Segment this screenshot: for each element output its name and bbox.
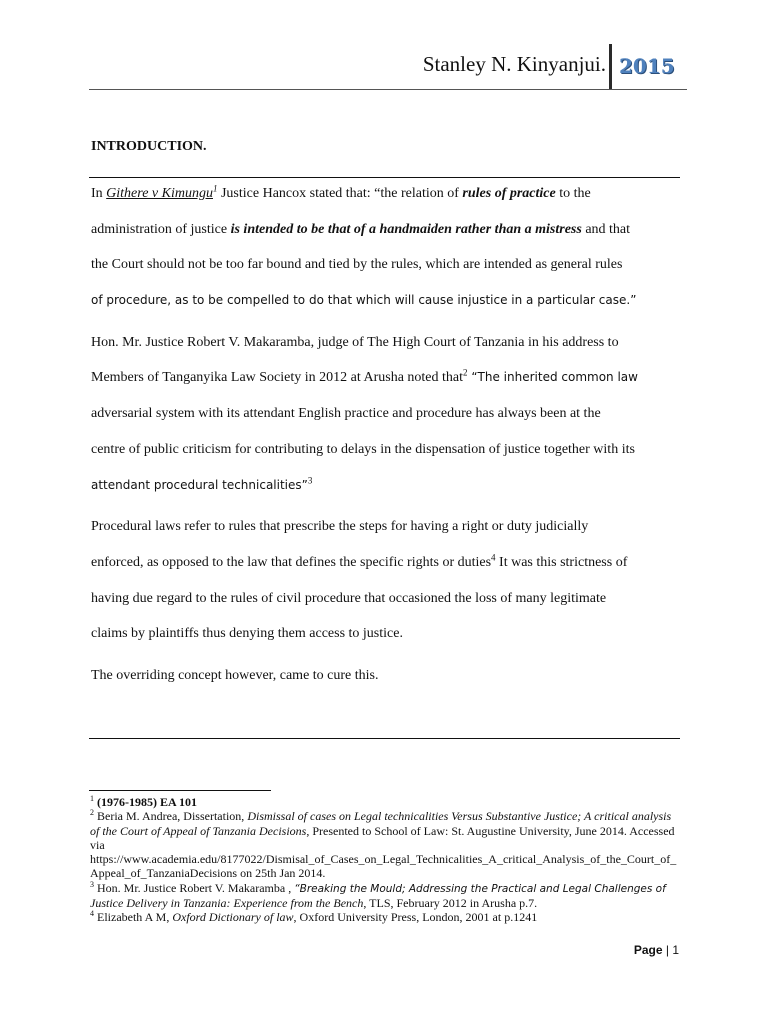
- footnote-ref: 1: [212, 183, 218, 194]
- emphasis: is intended to be that of a handmaiden rather than a mistress: [230, 221, 582, 237]
- page-header: [0, 44, 768, 90]
- footnote-text: (1976-1985) EA 101: [97, 795, 197, 809]
- text-run: to the: [555, 186, 591, 201]
- footnote-number: 2: [90, 808, 94, 818]
- text-line: having due regard to the rules of civil procedure that occasioned the loss of many legitimate: [91, 590, 607, 606]
- text-line: claims by plaintiffs thus denying them access to justice.: [91, 626, 403, 642]
- footnote-1: [90, 795, 682, 809]
- footnote-ref: 2: [463, 367, 468, 378]
- text-run: “The inherited common law: [467, 370, 638, 385]
- text-line: the Court should not be too far bound and tied by the rules, which are intended as general rules: [91, 257, 623, 273]
- footnote-ref: 4: [491, 552, 496, 563]
- text-line: of procedure, as to be compelled to do that which will cause injustice in a particular case.”: [91, 293, 637, 308]
- paragraph-4: The overriding concept however, came to cure this.: [91, 667, 379, 683]
- footnote-number: 3: [90, 879, 94, 889]
- footnote-number: 4: [90, 909, 94, 919]
- page-separator: |: [662, 943, 673, 957]
- text-run: and that: [581, 221, 631, 237]
- footnote-title: Dismissal of cases on Legal technicalities Versus Substantive Justice; A critical analysis of the Court of Appeal of Tanzania Decisions: [90, 809, 672, 838]
- footnote-4: [90, 910, 682, 924]
- footnote-text: Hon. Mr. Justice Robert V. Makaramba ,: [97, 880, 295, 895]
- section-heading: INTRODUCTION.: [91, 139, 207, 154]
- header-author: Stanley N. Kinyanjui.: [422, 52, 606, 76]
- header-divider: [609, 44, 612, 90]
- text-line: centre of public criticism for contributing to delays in the dispensation of justice together with its: [91, 441, 635, 457]
- paragraph-1: [91, 176, 681, 319]
- text-run: administration of justice: [91, 221, 231, 237]
- footnote-title: Justice Delivery in Tanzania: Experience from the Bench: [90, 896, 364, 911]
- footnote-title: “Breaking the Mould; Addressing the Practical and Legal Challenges of: [294, 882, 666, 895]
- text-run: Justice Hancox stated that: “the relation of: [217, 186, 463, 201]
- footnote-text: Elizabeth A M,: [97, 910, 173, 925]
- emphasis: rules of practice: [462, 186, 556, 201]
- text-run: It was this strictness of: [495, 554, 628, 570]
- case-citation: Githere v Kimungu: [106, 186, 213, 201]
- text-line: [91, 212, 681, 248]
- text-run: Members of Tanganyika Law Society in 2012 at Arusha noted that: [91, 370, 464, 386]
- text-line: [91, 360, 681, 396]
- footnote-3: [90, 881, 682, 911]
- footnotes: [90, 795, 682, 925]
- footnote-text: , Presented to School of Law: St. Augustine University, June 2014. Accessed via: [90, 823, 675, 852]
- page-footer: [634, 943, 679, 957]
- page-label: Page: [633, 943, 663, 957]
- footnote-text: , Oxford University Press, London, 2001 at p.1241: [293, 910, 538, 925]
- text-line: Procedural laws refer to rules that prescribe the steps for having a right or duty judicially: [91, 519, 589, 535]
- text-line: Hon. Mr. Justice Robert V. Makaramba, judge of The High Court of Tanzania in his address to: [91, 334, 619, 350]
- page-number: 1: [672, 943, 679, 957]
- footnote-separator: [89, 790, 271, 791]
- header-rule: [89, 89, 687, 90]
- text-run: In: [91, 186, 107, 201]
- footnote-number: 1: [90, 794, 94, 803]
- paragraph-2: [91, 325, 681, 503]
- footnote-text: Beria M. Andrea, Dissertation,: [97, 809, 248, 824]
- text-line: [91, 176, 681, 212]
- text-line: adversarial system with its attendant English practice and procedure has always been at the: [91, 406, 601, 422]
- section-rule: [89, 738, 680, 739]
- footnote-url: https://www.academia.edu/8177022/Dismisal_of_Cases_on_Legal_Technicalities_A_critical_Analysis_of_the_Court_of_Appeal_of_TanzaniaDecisions on 25th Jan 2014.: [90, 852, 677, 881]
- header-year: 2015: [619, 54, 675, 78]
- text-line: [91, 545, 681, 581]
- document-body: [91, 176, 681, 694]
- footnote-text: , TLS, February 2012 in Arusha p.7.: [363, 896, 538, 911]
- footnote-ref: 3: [307, 474, 313, 485]
- text-run: enforced, as opposed to the law that defines the specific rights or duties: [91, 554, 492, 570]
- text-run: attendant procedural technicalities”: [91, 477, 308, 492]
- paragraph-3: [91, 509, 681, 652]
- footnote-2: [90, 809, 682, 880]
- text-line: [91, 468, 681, 504]
- footnote-title: Oxford Dictionary of law: [172, 910, 294, 925]
